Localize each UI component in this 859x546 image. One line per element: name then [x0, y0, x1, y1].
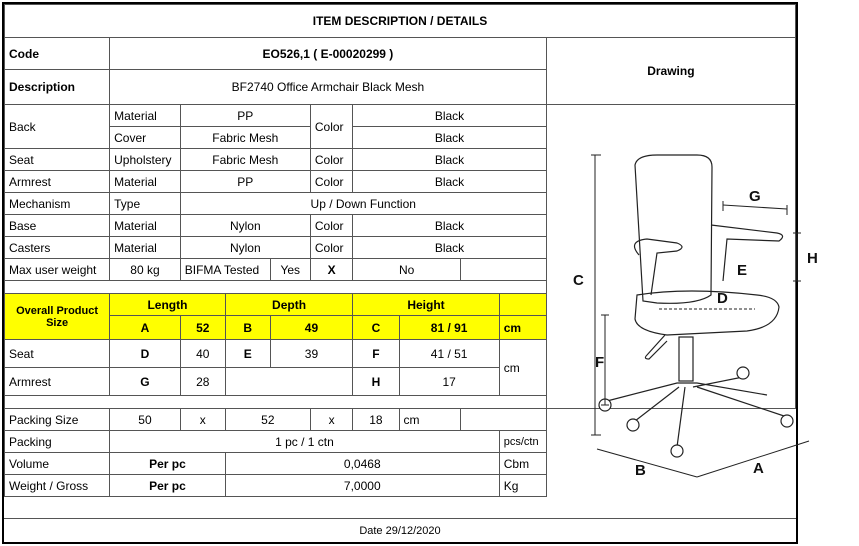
armrest-label: Armrest [5, 171, 110, 193]
dim-g-value: 28 [180, 368, 225, 396]
bifma-no: No [353, 259, 461, 281]
dim-d-value: 40 [180, 340, 225, 368]
packing-size-2: 52 [225, 409, 310, 431]
mechanism-label: Mechanism [5, 193, 110, 215]
packing-size-1: 50 [110, 409, 181, 431]
spec-table [4, 4, 818, 497]
dim-h-value: 17 [399, 368, 499, 396]
base-material: Nylon [180, 215, 310, 237]
gas-lift-shape [679, 337, 693, 381]
caster-5 [737, 367, 749, 379]
weight-value: 7,0000 [225, 475, 499, 497]
base-material-label: Material [110, 215, 181, 237]
backrest-shape [635, 155, 712, 303]
caster-2 [671, 445, 683, 457]
back-color-1: Black [353, 105, 546, 127]
dim-line-g [723, 205, 787, 209]
dim-a-letter: A [110, 316, 181, 340]
casters-material: Nylon [180, 237, 310, 259]
drawing-label-g: G [748, 188, 761, 205]
volume-per: Per pc [110, 453, 226, 475]
spacer-row-2 [5, 396, 547, 409]
seat-dim-label: Seat [5, 340, 110, 368]
code-value: EO526,1 ( E-00020299 ) [110, 38, 547, 70]
drawing-area [546, 105, 818, 479]
casters-label: Casters [5, 237, 110, 259]
seat-label: Seat [5, 149, 110, 171]
dim-d-letter: D [110, 340, 181, 368]
packing-size-unit: cm [399, 409, 460, 431]
height-label: Height [353, 294, 499, 316]
armrest-dim-label: Armrest [5, 368, 110, 396]
bifma-label: BIFMA Tested [180, 259, 270, 281]
packing-size-3: 18 [353, 409, 399, 431]
back-label: Back [5, 105, 110, 149]
dim-unit: cm [499, 316, 546, 340]
dim-c-value: 81 / 91 [399, 316, 499, 340]
code-label: Code [5, 38, 110, 70]
armrest-material: PP [180, 171, 310, 193]
dim-e-letter: E [225, 340, 270, 368]
dim-g-letter: G [110, 368, 181, 396]
armrest-material-label: Material [110, 171, 181, 193]
drawing-label-d: D [716, 290, 728, 307]
seat-color-label: Color [310, 149, 352, 171]
packing-unit: pcs/ctn [499, 431, 546, 453]
spec-sheet [2, 2, 818, 544]
dim-c-letter: C [353, 316, 399, 340]
base-shape [607, 377, 787, 447]
weight-unit: Kg [499, 475, 546, 497]
base-label: Base [5, 215, 110, 237]
drawing-label-h: H [806, 250, 818, 267]
length-label: Length [110, 294, 226, 316]
caster-4 [627, 419, 639, 431]
weight-label: Weight / Gross [5, 475, 110, 497]
mechanism-type-label: Type [110, 193, 181, 215]
volume-value: 0,0468 [225, 453, 499, 475]
armrest-color-label: Color [310, 171, 352, 193]
lever-shape [645, 335, 667, 359]
dim-b-value: 49 [270, 316, 353, 340]
back-color-2: Black [353, 127, 546, 149]
packing-label: Packing [5, 431, 110, 453]
back-color-label: Color [310, 105, 352, 149]
mechanism-type: Up / Down Function [180, 193, 546, 215]
drawing-label-f: F [594, 354, 604, 371]
dim-f-letter: F [353, 340, 399, 368]
packing-x-1: x [180, 409, 225, 431]
overall-size-label: Overall Product Size [5, 294, 110, 340]
back-material: PP [180, 105, 310, 127]
back-cover: Fabric Mesh [180, 127, 310, 149]
dim-a-value: 52 [180, 316, 225, 340]
drawing-label-c: C [572, 272, 584, 289]
drawing-label-a: A [752, 460, 764, 477]
weight-per: Per pc [110, 475, 226, 497]
spacer-row [5, 281, 547, 294]
depth-label: Depth [225, 294, 353, 316]
dim-f-value: 41 / 51 [399, 340, 499, 368]
casters-color-label: Color [310, 237, 352, 259]
armrest-color: Black [353, 171, 546, 193]
seat-upholstery-label: Upholstery [110, 149, 181, 171]
description-label: Description [5, 70, 110, 105]
description-value: BF2740 Office Armchair Black Mesh [110, 70, 547, 105]
drawing-label-e: E [736, 262, 747, 279]
footer-date: Date 29/12/2020 [4, 518, 796, 542]
drawing-label-b: B [634, 462, 646, 479]
max-weight-value: 80 kg [110, 259, 181, 281]
bifma-x-mark: X [310, 259, 352, 281]
chair-drawing [547, 105, 859, 485]
volume-label: Volume [5, 453, 110, 475]
volume-unit: Cbm [499, 453, 546, 475]
packing-size-label: Packing Size [5, 409, 110, 431]
base-color-label: Color [310, 215, 352, 237]
caster-3 [781, 415, 793, 427]
back-material-label: Material [110, 105, 181, 127]
packing-value: 1 pc / 1 ctn [110, 431, 500, 453]
seat-color: Black [353, 149, 546, 171]
dim-e-value: 39 [270, 340, 353, 368]
sheet-title: ITEM DESCRIPTION / DETAILS [5, 5, 796, 38]
back-cover-label: Cover [110, 127, 181, 149]
casters-material-label: Material [110, 237, 181, 259]
seat-upholstery: Fabric Mesh [180, 149, 310, 171]
casters-color: Black [353, 237, 546, 259]
bifma-yes: Yes [270, 259, 310, 281]
drawing-header: Drawing [546, 38, 795, 105]
packing-x-2: x [310, 409, 352, 431]
dim-b-letter: B [225, 316, 270, 340]
dim-h-letter: H [353, 368, 399, 396]
base-color: Black [353, 215, 546, 237]
dim-unit-2: cm [499, 340, 546, 396]
max-weight-label: Max user weight [5, 259, 110, 281]
